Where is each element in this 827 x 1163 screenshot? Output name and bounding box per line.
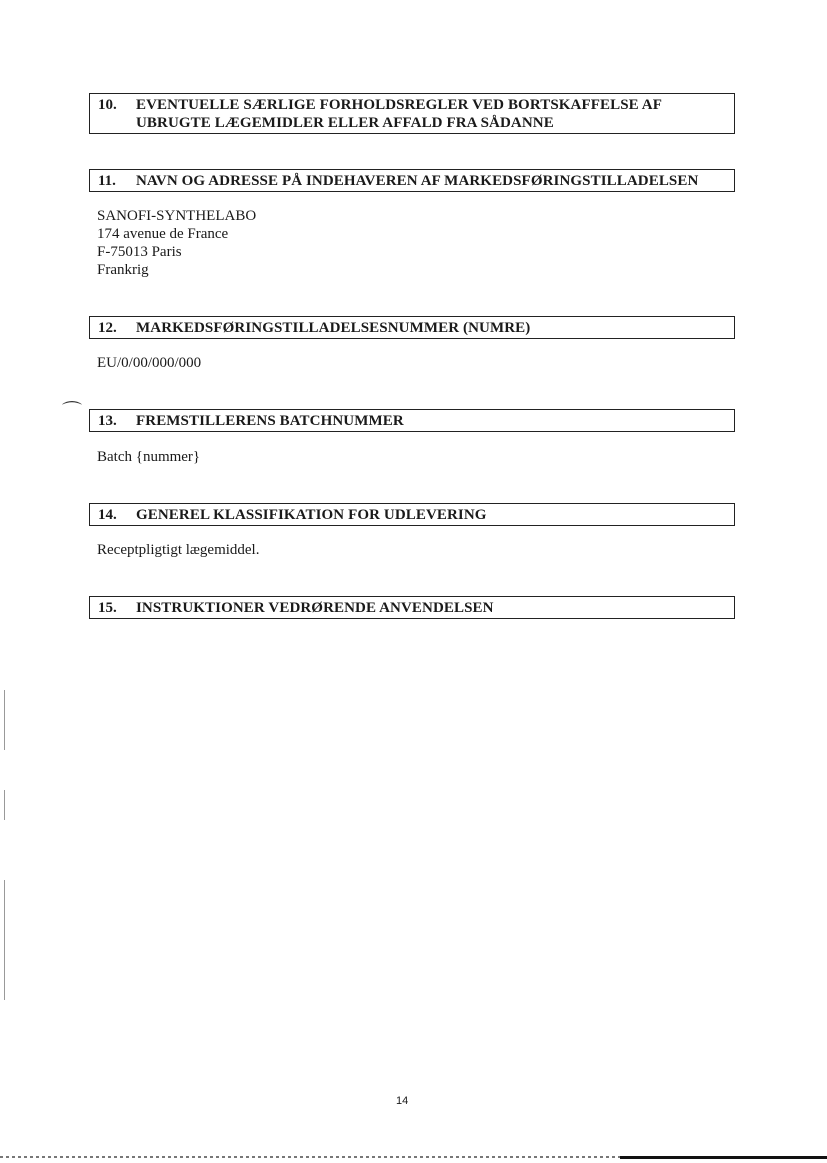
street-address: 174 avenue de France [97,226,229,242]
section-title: INSTRUKTIONER VEDRØRENDE ANVENDELSEN [136,600,494,616]
classification-text: Receptpligtigt lægemiddel. [97,542,260,558]
section-number: 10. [98,97,117,113]
eu-number: EU/0/00/000/000 [97,355,202,371]
scan-edge-mark [4,690,5,750]
section-number: 13. [98,413,117,429]
section-title: MARKEDSFØRINGSTILLADELSESNUMMER (NUMRE) [136,320,531,336]
section-13-heading [89,409,735,432]
dispensing-classification [97,541,259,559]
section-title: NAVN OG ADRESSE PÅ INDEHAVEREN AF MARKEDSFØRINGSTILLADELSEN [136,173,699,189]
scan-artifact: ⌒ [62,401,82,423]
scan-bottom-rule-solid [620,1156,827,1159]
company-name: SANOFI-SYNTHELABO [97,208,257,224]
scan-edge-mark [4,790,5,820]
section-title-line1: EVENTUELLE SÆRLIGE FORHOLDSREGLER VED BORTSKAFFELSE AF [136,97,662,113]
section-title: GENEREL KLASSIFIKATION FOR UDLEVERING [136,507,487,523]
section-12-heading [89,316,735,339]
section-14-heading [89,503,735,526]
section-10-heading [89,93,735,134]
batch-text: Batch {nummer} [97,449,201,465]
section-11-heading [89,169,735,192]
scan-edge-mark [4,880,5,1000]
authorisation-number [97,354,201,372]
postal-city: F-75013 Paris [97,244,182,260]
section-title-line2: UBRUGTE LÆGEMIDLER ELLER AFFALD FRA SÅDANNE [136,115,554,131]
section-number: 11. [98,173,116,189]
section-number: 14. [98,507,117,523]
section-number: 15. [98,600,117,616]
page-number: 14 [396,1095,409,1107]
section-number: 12. [98,320,117,336]
holder-address [97,207,256,279]
section-title: FREMSTILLERENS BATCHNUMMER [136,413,404,429]
country: Frankrig [97,262,149,278]
section-15-heading [89,596,735,619]
batch-number [97,448,200,466]
